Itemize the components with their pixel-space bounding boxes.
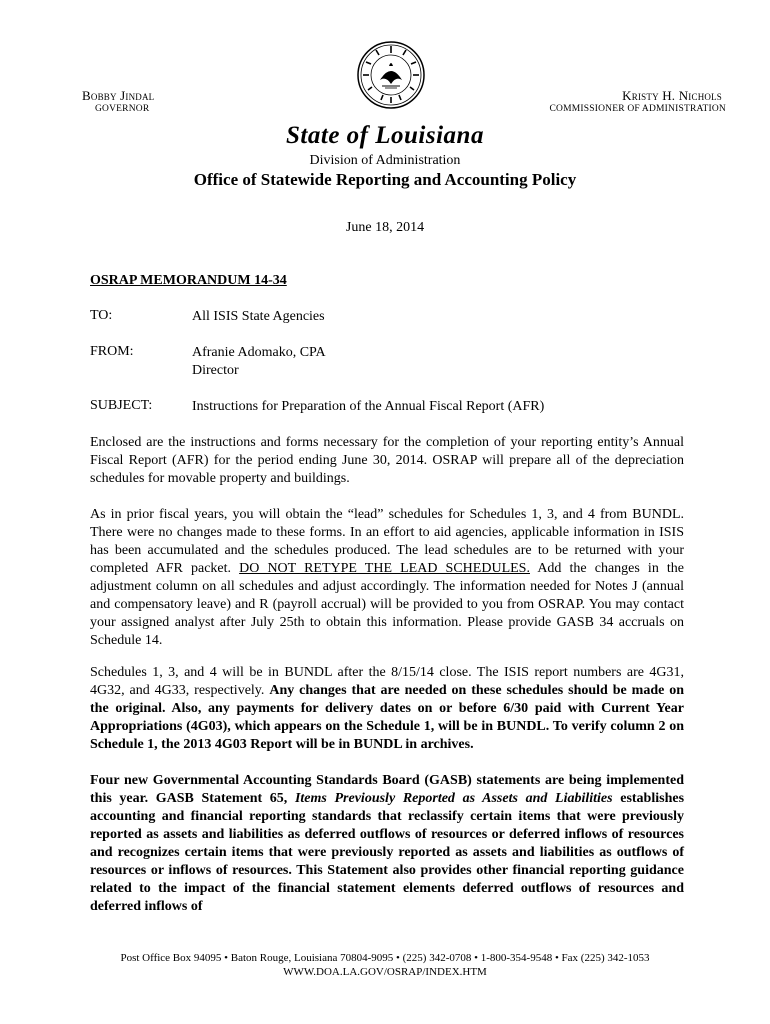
paragraph-4: [90, 772, 684, 916]
paragraph-2-text-b: Add the changes in the adjustment column on all schedules and adjust accordingly. The information needed for Notes J (annual and compensatory leave) and R (payroll accrual) will be provided to you from OSRAP. You may contact your assigned analyst after July 25th to obtain this information. Please provide GASB 34 accruals on Schedule 14.: [90, 561, 685, 648]
footer-website: WWW.DOA.LA.GOV/OSRAP/INDEX.HTM: [283, 966, 487, 978]
office-name: Office of Statewide Reporting and Accounting Policy: [193, 170, 577, 189]
division-name: Division of Administration: [309, 153, 461, 168]
from-name: Afranie Adomako, CPA: [192, 345, 326, 360]
from-label: FROM:: [90, 344, 134, 359]
footer-address: Post Office Box 94095 • Baton Rouge, Louisiana 70804-9095 • (225) 342-0708 • 1-800-354-9548 • Fax (225) 342-1053: [120, 952, 650, 964]
memo-title: OSRAP MEMORANDUM 14-34: [90, 273, 287, 288]
to-value: All ISIS State Agencies: [192, 309, 325, 324]
state-title: State of Louisiana: [286, 122, 484, 149]
paragraph-1: [90, 434, 684, 488]
subject-label: SUBJECT:: [90, 398, 153, 413]
paragraph-3-bold: Any changes that are needed on these schedules should be made on the original. Also, any payments for delivery dates on or before 6/30 paid with Current Year Appropriations (4G03), which appears on the Schedule 1, will be in BUNDL. To verify column 2 on Schedule 1, the 2013 4G03 Report will be in BUNDL in archives.: [90, 683, 685, 752]
commissioner-name: Kristy H. Nichols: [622, 88, 722, 103]
paragraph-3: [90, 664, 684, 754]
governor-title: GOVERNOR: [95, 104, 150, 114]
memo-date: June 18, 2014: [345, 220, 425, 235]
paragraph-1-text: Enclosed are the instructions and forms necessary for the completion of your reporting entity’s Annual Fiscal Report (AFR) for the period ending June 30, 2014. OSRAP will prepare all of the depreciation schedules for movable property and buildings.: [90, 435, 684, 486]
commissioner-title: COMMISSIONER OF ADMINISTRATION: [549, 104, 726, 114]
paragraph-3-text-a: Schedules 1, 3, and 4 will be in BUNDL after the 8/15/14 close. The ISIS report numbers are 4G31, 4G32, and 4G33, respectively.: [90, 665, 684, 698]
paragraph-4-italic: Items Previously Reported as Assets and Liabilities: [294, 791, 613, 806]
paragraph-4-text-b: establishes accounting and financial reporting standards that reclassify certain items that were previously reported as assets and liabilities as deferred outflows of resources or deferred inflows of resources and recognizes certain items that were previously reported as assets and liabilities as outflows of resources or inflows of resources. This Statement also provides other financial reporting guidance related to the impact of the financial statement elements deferred outflows of resources and deferred inflows of: [90, 791, 685, 914]
paragraph-2: [90, 506, 684, 650]
paragraph-2-text-a: As in prior fiscal years, you will obtain the “lead” schedules for Schedules 1, 3, and 4 from BUNDL. There were no changes made to these forms. In an effort to aid agencies, applicable information in ISIS has been accumulated and the schedules produced. The lead schedules are to be returned with your completed AFR packet.: [90, 507, 684, 576]
state-seal: [356, 40, 426, 110]
to-label: TO:: [90, 308, 113, 323]
subject-value: Instructions for Preparation of the Annual Fiscal Report (AFR): [192, 399, 545, 414]
governor-name: Bobby Jindal: [82, 88, 155, 103]
paragraph-4-text-a: Four new Governmental Accounting Standards Board (GASB) statements are being implemented this year. GASB Statement 65,: [90, 773, 684, 806]
paragraph-2-underlined: DO NOT RETYPE THE LEAD SCHEDULES.: [239, 561, 530, 576]
from-title: Director: [192, 363, 239, 378]
